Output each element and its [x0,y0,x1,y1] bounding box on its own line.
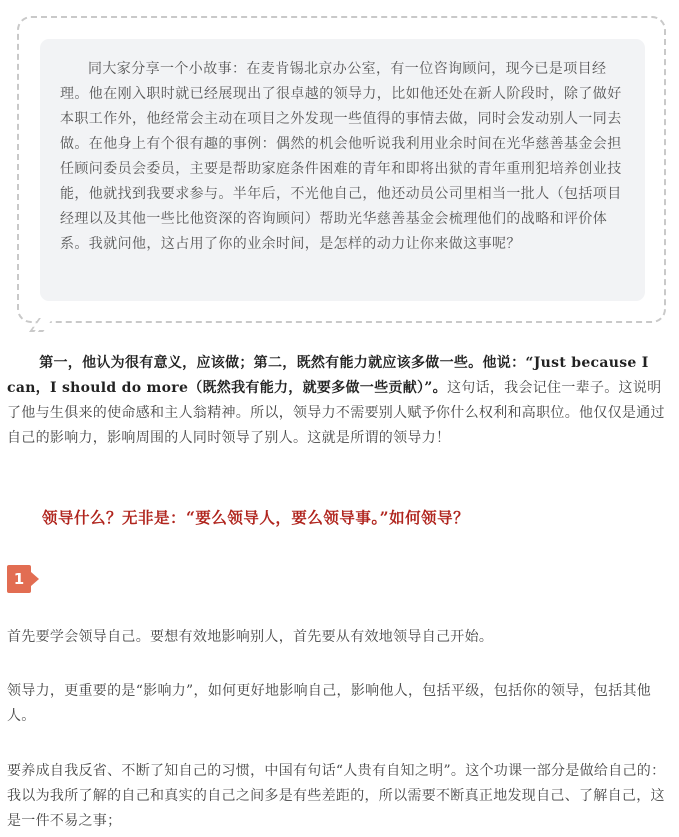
section-heading: 领导什么？无非是：“要么领导人，要么领导事。”如何领导？ [42,508,470,527]
paragraph-self-reflection: 要养成自我反省、不断了知自己的习惯，中国有句话“人贵有自知之明”。这个功课一部分是做给自己的：我以为我所了解的自己和真实的自己之间多是有些差距的，所以需要不断真正地发现自己、了解自己，这是一件不易之事； [7,763,666,829]
answer-paragraph [7,351,671,451]
answer-bold-lead: 第一，他认为很有意义，应该做；第二，既然有能力就应该多做一些。他说：“Just because I can，I should do more（既然我有能力，就要多做一些贡献）”。 [7,355,649,396]
story-quote-box [40,39,645,301]
story-quote-text: 同大家分享一个小故事：在麦肯锡北京办公室，有一位咨询顾问，现今已是项目经理。他在刚入职时就已经展现出了很卓越的领导力，比如他还处在新人阶段时，除了做好本职工作外，他经常会主动在项目之外发现一些值得的事情去做，同时会发动别人一同去做。在他身上有个很有趣的事例：偶然的机会他听说我利用业余时间在光华慈善基金会担任顾问委员会委员，主要是帮助家庭条件困难的青年和即将出狱的青年重刑犯培养创业技能，他就找到我要求参与。半年后，不光他自己，他还动员公司里相当一批人（包括项目经理以及其他一些比他资深的咨询顾问）帮助光华慈善基金会梳理他们的战略和评价体系。我就问他，这占用了你的业余时间，是怎样的动力让你来做这事呢？ [60,61,622,252]
paragraph-influence: 领导力，更重要的是“影响力”，如何更好地影响自己，影响他人，包括平级，包括你的领导，包括其他人。 [7,683,652,724]
section-number-badge [7,565,33,593]
answer-rest: 这句话，我会记住一辈子。这说明了他与生俱来的使命感和主人翁精神。所以，领导力不需要别人赋予你什么权利和高职位。他仅仅是通过自己的影响力，影响周围的人同时领导了别人。这就是所谓的领导力！ [7,380,665,446]
badge-arrow-icon [31,572,39,586]
section-number: 1 [7,565,31,593]
paragraph-lead-self: 首先要学会领导自己。要想有效地影响别人，首先要从有效地领导自己开始。 [7,629,494,645]
